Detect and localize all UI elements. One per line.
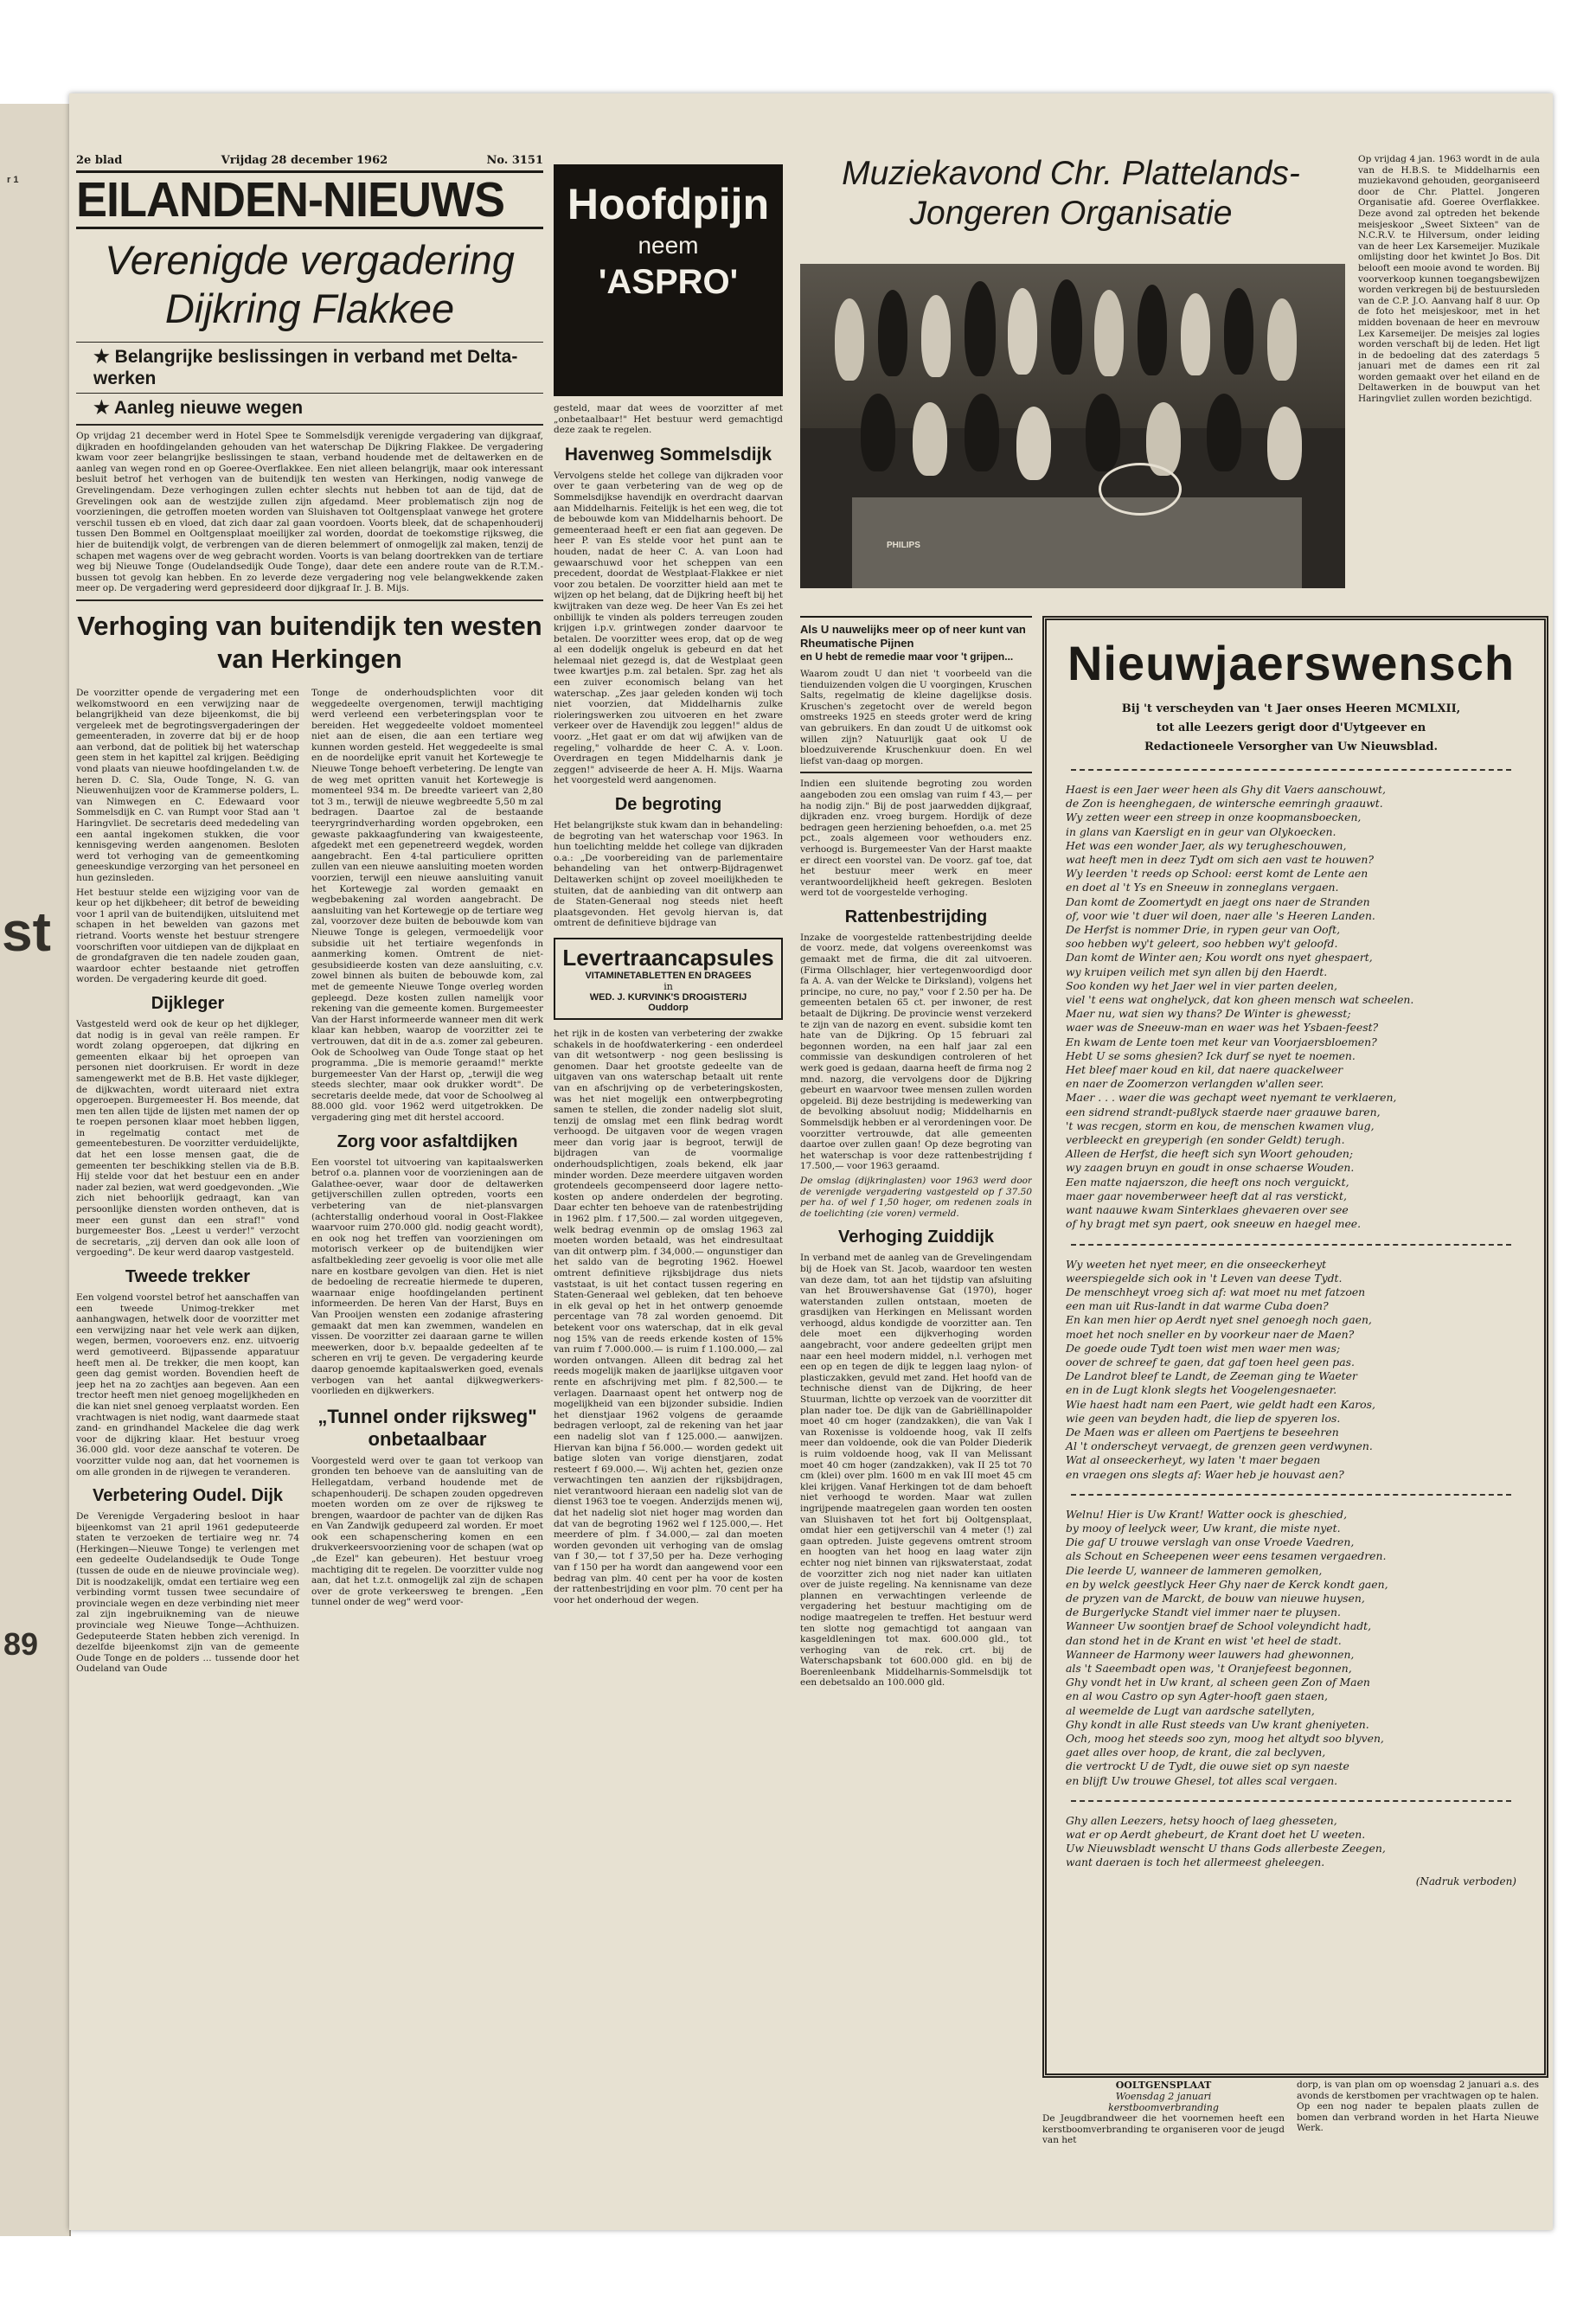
ad-text: WED. J. KURVINK'S DROGISTERIJ (589, 991, 747, 1003)
ad-text: Ouddorp (648, 1002, 689, 1013)
article-paragraph: Indien een sluitende begroting zou worden aangeboden zou een omslag van ruim f 43,— per ha nodig zijn." Bij de post jaarwedden dijkgraaf, dijkraden enz. vroeg burgem. Hordijk of deze bedragen geen herziening behoefden, o.a. met 25 pct., zoals algemeen voor wethouders enz. verhoogd is. Burgemeester Van der Harst maakte er direct een voorstel van. De voorz. gaf toe, dat het bestuur meer werk en meer verantwoordelijkheid heeft gekregen. Besloten werd tot de voorgestelde verhoging. (800, 779, 1032, 899)
article-note: De omslag (dijkringlasten) voor 1963 werd door de verenigde vergadering vastgesteld op f 37.50 per ha. of wel f 1,50 hoger, om redenen zoals in de toelichting (zie voren) vermeld. (800, 1175, 1032, 1219)
wish-credit: (Nadruk verboden) (1415, 1875, 1516, 1888)
lead-paragraph: Op vrijdag 21 december werd in Hotel Spee te Sommelsdijk verenigde vergadering van dijkgraaf, dijkraden en hoofdingelanden gehouden van het waterschap De Dijkring Flakkee. De vergadering kwam voor zeer belangrijke beslissingen te staan, verband houdende met de deltawerken en de aanleg van wegen rond en op Goeree-Overflakkee. Een niet alleen belangrijk, maar ook interessant besluit betrof het verhogen van de buitendijk ten westen van Herkingen, nodig vanwege de Grevelingendam. Deze verhogingen zullen echter slechts nut hebben tot aan de tijd, dat de Grevelingen ook aan de westzijde zullen zijn afgedamd. Meer problematisch zijn nog de voorzieningen, die getroffen moeten worden van Sluishaven tot Ooltgensplaat vanwege het grotere verschil tussen eb en vloed, dat zich daar zal gaan voordoen. Voorts bleek, dat de schapenhouderij tussen Den Bommel en Ooltgensplaat moeilijker zal worden, doordat de toekomstige rijksweg, die hier de buitendijk volgt, de verbrengen van de dieren belemmert of onmogelijk zal maken, tenzij de schapen met wagens over de weg gebracht worden. Voorts is van belang doortrekken van de tertiare weg bij Nieuwe Tonge (Oudelandsedijk Oude Tonge), daar dete een andere route van de R.T.M.-bussen tot gevolg kan hebben. En zo leverde deze vergadering nog vele belangwekkende zaken meer op. De vergadering werd gepresideerd door dijkgraaf Ir. J. B. Mijs. (76, 431, 543, 594)
issue-number: No. 3151 (486, 154, 543, 167)
article-paragraph: het rijk in de kosten van verbetering der zwakke schakels in de hoofdwaterkering - een onderdeel van dit wetsontwerp - nog geen beslissing is genomen. Daar het grootste gedeelte van de uitgaven van ons waterschap betaalt uit rente van en afschrijving op de verbeteringskosten, was het niet mogelijk een ontwerpbegroting samen te stellen, die zonder nadelig slot sluit, tenzij de omslag met een flink bedrag wordt verhoogd. De uitgaven voor de wegen vragen meer dan vorig jaar is begroot, terwijl de bijdragen van de voormalige onderhoudsplichtigen, zoals bekend, elk jaar minder worden. Deze meerdere uitgaven worden grotendeels gecompenseerd door lagere netto-kosten op andere onderdelen der begroting. Daar echter ten behoeve van de ratenbestrijding in 1962 plm. f 17,500.— zal worden uitgegeven, welk bedrag evenmin op de omslag 1963 zal moeten worden betaald, was het eindresultaat van dit ontwerp plm. f 34,000.— ongunstiger dan het saldo van de begroting 1962. Hoewel omtrent definitieve rijksbijdrage dus niets vaststaat, is uit het contact tussen regering en Staten-Generaal wel gebleken, dat ten behoeve in elk geval op het in het ontwerp genoemde percentage van 78 zal worden genoemd. Dit betekent voor ons waterschap, dat in elk geval nog 15% van de reeds erkende kosten of 15% van ruim f 7.000.000.— is ruim f 1.100.000,— zal worden ontvangen. Alleen dit bedrag zal het reeds mogelijk maken de jaarlijkse uitgaven voor rente en afschrijving met plm. f 82,500.— te verlagen. Daarnaast opent het ontwerp nog de mogelijkheid van een bijzonder subsidie. Indien het dienstjaar 1962 volgens de geraamde bedragen verloopt, zal de rekening van het jaar een nadelig slot van f 125.000.— aanwijzen. Hiervan kan bijna f 56.000.— worden gedekt uit batige sloten van vorige dienstjaren, zodat resteert f 69.000.—. Wij achten het, gezien onze verwachtingen ten aanzien der rijksbijdragen, niet verantwoord hieraan een nadelig slot van de dienst 1963 toe te voegen. Anderzijds menen wij, dat het nadelig slot niet hoger mag worden dan dat van de begroting 1962 wel f 125.000,—. Het meerdere of plm. f 34.000,— zal dan moeten worden gevonden uit verhoging van de omslag van f 30,— tot f 37,50 per ha. Deze verhoging van f 150 per ha wordt dan aangewend voor een bedrag van plm. 40 cent per ha voor de kosten der rattenbestrijding en voor plm. 70 cent per ha voor het onderhoud der wegen. (554, 1028, 783, 1606)
subheading: Verbetering Oudel. Dijk (92, 1486, 284, 1506)
subheading: „Tunnel onder rijksweg" onbetaalbaar (317, 1405, 537, 1450)
kruschen-ad-subheading: en U hebt de remedie maar voor 't grijpen... (800, 651, 1014, 663)
article-paragraph: gesteld, maar dat wees de voorzitter af met „onbetaalbaar!" Het bestuur werd gemachtigd deze zaak te regelen. (554, 403, 783, 436)
column-3 (554, 164, 783, 2223)
second-headline: Verhoging van buitendijk ten westen van Herkingen (77, 610, 542, 674)
article-paragraph: Een volgend voorstel betrof het aanschaffen van een tweede Unimog-trekker met aanhangwagen, hetwelk door de voorzitter met een verwijzing naar het vele werk aan dijken, wegen, bermen, vooroevers enz. enz. uitvoerig werd gemotiveerd. Bijpassende apparatuur heeft men al. De trekker, die men koopt, kan geen dag gemist worden. Bovendien heeft de jeep het na zo zachtjes aan begeven. Aan een trector heeft men niet genoeg mogelijkheden en die kan niet snel genoeg verplaatst worden. Een vrachtwagen is niet nodig, want daarmede staat zand- en grindhandel Mackelee die dag werk voor de dijkring klaar. Het bestuur vroeg 36.000 gld. voor deze aanschaf te voteren. De voorzitter vulde nog aan, dat het voornemen is om alle gronden in de rijwegen te veranderen. (76, 1292, 300, 1477)
ad-text: neem (638, 232, 699, 259)
kruschen-ad-heading: Als U nauwelijks meer op of neer kunt van Rheumatische Pijnen (800, 616, 1032, 651)
prev-page-fragment: r 1 (7, 175, 19, 185)
wish-poem-stanza: Wy weeten het nyet meer, en die onseeckerheyt weerspiegelde sich ook in 't Leven van deese Tydt. De menschheyt vroeg sich af: wat moet nu met fatzoen een man uit Rus-landt in dat warme Cuba doen? En kan men hier op Aerdt nyet snel genoegh noch gaen, moet het noch sneller en by voorkeur naer de Maen? De goede oude Tydt toen wist men waer men was; oover de schreef te gaen, dat gaf toen heel geen pas. De Landrot bleef te Landt, de Zeeman ging te Waeter en in de Lugt klonk slegts het Voogelengesnaeter. Wie haest hadt nam een Paert, wie geldt hadt een Karos, wie geen van beyden hadt, die liep de spyeren los. De Maen was er alleen om Paertjens te beseehren Al 't onderscheyt vervaegt, de grenzen geen verdwynen. Wat al onseeckerheyt, wy laten 't maer begaen en vraegen ons slegts af: Waer heb je houvast aen? (1066, 1257, 1375, 1481)
issue-date: Vrijdag 28 december 1962 (221, 154, 388, 167)
music-evening-headline: Muziekavond Chr. Plattelands-Jongeren Organisatie (842, 155, 1300, 232)
article-column (76, 688, 299, 1678)
article-paragraph: De Jeugdbrandweer die het voornemen heeft een kerstboomverbranding te organiseren voor de jeugd van het (1042, 2113, 1285, 2146)
lead-kicker-2: ★ Aanleg nieuwe wegen (76, 393, 543, 426)
article-columns (76, 688, 543, 1678)
wish-poem-stanza: Ghy allen Leezers, hetsy hooch of laeg ghesseten, wat er op Aerdt ghebeurt, de Krant doet het U weeten. Uw Nieuwsbladt wenscht U thans Gods allerbeste Zeegen, want daeraen is toch het allermeest gheleegen. (1066, 1813, 1386, 1869)
article-paragraph: De voorzitter opende de vergadering met een welkomstwoord en een verwijzing naar de belangrijkheid van deze bijeenkomst, die bij vergeleek met de begrotingsvergaderingen der gemeenteraden, in zoverre dat bij er de hoop aan verbond, dat de politiek bij het waterschap geen stem in het kapittel zal krijgen. Beëdiging vond plaats van nieuwe hoofdingelanden t.w. de heren D. C. Sla, Oude Tonge, N. G. van Nieuwenhuijzen voor de Krammerse polders, L. van Nimwegen en C. Edewaard voor Sommelsdijk en C. van Rumpt voor Stad aan 't Haringvliet. De secretaris deed mededeling van een aantal ingekomen stukken, die voor kennisgeving werden aangenomen. Besloten werd tot verhoging van de gemeentkoming geneeskundige verzorging van het personeel en hun gezinsleden. (76, 687, 299, 883)
choir-photo (800, 264, 1345, 588)
ooltgensplaat-note (1042, 2080, 1540, 2218)
drugstore-advertisement (554, 938, 783, 1020)
star-icon: ★ (93, 347, 115, 367)
article-paragraph: Een voorstel tot uitvoering van kapitaalswerken betrof o.a. plannen voor de voorzieningen aan de Galathee-oever, waar door de deltawerken getijverschillen zullen optreden, voorts een verbetering van de niet-plansvargen (achterstallig onderhoud vooral in Oost-Flakkee waarvoor ruim 270.000 gld. nodig geacht wordt), en ook nog het treffen van voorzieningen om motorisch verkeer op de buitendijken wier asfaltbekleding zeer gevoelig is voor olie met alle nare en kostbare gevolgen van dien. Het is niet de bedoeling de recreatie hiermede te duperen, waarnaar enige hoofdingelanden pertinent informeerden. De heren Van der Harst, Buys en Van Prooijen wensten een zodanige afrastering gemaakt dat men kan zwemmen, wandelen en vissen. De voorzitter zei daaraan garne te willen meewerken, door b.v. bepaalde gedeelten af te scheren en vrij te geven. De vergadering keurde daarop genoemde kapitaalswerken goed, evenals verbogen van het aantal dijkwegwerkers-voorlieden en dijkwerkers. (311, 1157, 543, 1397)
article-paragraph: In verband met de aanleg van de Grevelingendam bij de Hoek van St. Jacob, waardoor ten westen van deze dam, tot aan het tijdstip van afsluiting van het Brouwershavense Gat (1970), hoger waterstanden zullen ontstaan, moeten de grasdijken van Herkingen en Melissant worden verhoogd, aldus kondigde de voorzitter aan. Ten dele moet een dijkverhoging worden aangebracht, voor andere gedeelten grijpt men naar een heel modern middel, n.l. verhogen met een op en tegen de dijk te leggen laag nylon- of plasticzakken, gevuld met zand. Het hoofd van de technische dienst van de Dijkring, de heer Stuurman, lichtte op verzoek van de voorzitter dit plan nader toe. De dijk van de Gabriëllinapolder moet 40 cm hoger (zandzakken), die van Vak I van Roxenisse is voldoende hoog, vak II zelfs meer dan voldoende, ook die van Polder Diederik is ruim voldoende hoog, vak II van Melissant moet 40 cm hoger (zandzakken), vak II 25 tot 70 cm (klei) over plm. 1600 m en vak III moet 45 cm klei krijgen. Vanaf Herkingen tot de dam behoeft niet verhoogd te worden. Maar wat zullen ingrijpende maatregelen gaan worden ten oosten van Sluishaven tot het fort bij Ooltgensplaat, omdat hier een getijverschil van 4 meter (!) zal gaan optreden. Juiste gegevens omtrent stroom en hoogten van het hoog en laag water zijn echter nog niet binnen van rijkswaterstaat, zodat de voorzitter zich nog niet nader kan uitlaten over de juiste regeling. Na kennisname van deze plannen en verwachtingen verleende de vergadering het bestuur machtiging om de nodige maatregelen te treffen. Het bestuur werd ten slotte nog gemachtigd tot aangaan van kasgeldleningen tot max. 600.000 gld., tot verhoging van de rek. crt. bij de Waterschapsbank tot 600.000 gld. en bij de Boerenleenbank Middelharnis-Sommelsdijk tot een debetsaldo an 100.000 gld. (800, 1253, 1032, 1689)
star-icon: ★ (93, 398, 114, 418)
article-paragraph: Het bestuur stelde een wijziging voor van de keur op het dijkbeheer; dit betrof de beweiding voor 1 april van de buitendijken, uitsluitend met schapen in het bewelden van gazons met rietrand. Voorts wenste het bestuur strengere voorschriften voor uitdiepen van de dijkplaat en de grondafgraven die ten nadele zouden gaan, waardoor echter bestaande niet getroffen worden. De vergadering keurde dit goed. (76, 887, 299, 985)
column-4 (800, 616, 1032, 2225)
prev-page-fragment: 89 (3, 1626, 39, 1662)
note-subject: kerstboomverbranding (1108, 2102, 1219, 2113)
note-date: Woensdag 2 januari (1115, 2091, 1212, 2102)
wish-poem-stanza: Haest is een Jaer weer heen als Ghy dit Vaers aanschouwt, de Zon is heenghegaen, de wintersche eemringh graauwt. Wy zetten weer een streep in onze koopmansboecken, in glans van Kaersligt en in geur van Olykoecken. Het was een wonder Jaer, als wy terugheschouwen, wat heeft men in deez Tydt om sich aen vast te houwen? Wy leerden 't reeds op School: eerst komt de Lente aen en doet al 't Ys en Sneeuw in zonneglans vergaen. Dan komt de Zoomertydt en jaegt ons naer de Stranden of, voor wie 't duer wil doen, naer alle 's Heeren Landen. De Herfst is nommer Drie, in rypen geur van Ooft, soo hebben wy't geleert, soo hebben wy't geloofd. Dan komt de Winter aen; Kou wordt ons nyet ghespaert, wy kruipen veilich met syn allen bij den Haerdt. Soo konden wy het Jaer wel in vier parten deelen, viel 't eens wat onghelyck, dat kon gheen mensch wat scheelen. Maer nu, wat sien wy thans? De Winter is ghewesst; waer was de Sneeuw-man en waer was het Ysbaen-feest? En kwam de Lente toen met keur van Voorjaersbloemen? Hebt U se soms ghesien? Ick durf se nyet te noemen. Het bleef maer koud en kil, dat naere quackelweer en naer de Zoomerzon verlangden w'allen seer. Maer . . . waer die was gechapt weet nyemant te verklaeren, een sidrend strandt-pu8lyck staerde naer graauwe baren, 't was recgen, storm en kou, de menschen kwamen vlug, verbleeckt en greyperigh (en sonder Geldt) terugh. Alleen de Herfst, die heeft sich syn Woort gehouden; wy zaagen bruyn en goudt in onse schaerse Wouden. Een matte najaerszon, die heeft ons noch verguickt, maer gaar novemberweer heeft dat al ras verstickt, want naauwe kwam Sinterklaes ghevaeren over see of hy bragt met syn paert, ook sneeuw en haegel mee. (1066, 783, 1414, 1231)
ad-title: Levertraancapsules (562, 944, 774, 971)
article-paragraph: Voorgesteld werd over te gaan tot verkoop van gronden ten behoeve van de aansluiting van de Hellegatdam, verband houdende met de schapenhouderij. De schapen zouden opgedreven moeten worden om ze over de rijksweg te brengen, waardoor de pachter van de dijken Ras en Van Zandwijk gedupeerd zal worden. Er moet ook een schapenschering komen en een drukverkeersvoorziening voor de schapen (wat op „de Ezel" kan gebeuren). Het bestuur vroeg machtiging dit te regelen. De voorzitter vulde nog aan, dat het t.z.t. onmogelijk zal zijn de schapen over de grote verkeersweg te brengen. „Een tunnel onder de weg" werd voor- (311, 1455, 543, 1608)
ad-text: in (663, 980, 673, 992)
article-paragraph: Waarom zoudt U dan niet 't voorbeeld van die tienduizenden volgen die U voorgingen, Kruschen Salts, regelmatig de kleine dagelijkse dosis. Kruschen's zegetocht over de wereld begon omstreeks 1925 en steeds groter werd de kring van gebruikers. En dan zoudt U de uitkomst ook willen zijn? Natuurlijk gaat ook U de bloedzuiverende Kruschenkuur doen. En wel liefst van-daag op morgen. (800, 669, 1032, 766)
subheading: Rattenbestrijding (844, 907, 988, 926)
photo-caption: PHILIPS (887, 541, 920, 550)
aspro-advertisement (554, 164, 783, 396)
subheading: Tweede trekker (125, 1267, 251, 1286)
ad-title: Hoofdpijn (567, 180, 770, 228)
ad-text: VITAMINETABLETTEN EN DRAGEES (585, 970, 752, 981)
article-paragraph: De Verenigde Vergadering besloot in haar bijeenkomst van 21 april 1961 gedeputeerde staten te verzoeken de tertiaire weg nr. 74 (Herkingen—Nieuwe Tonge) te verlengen met een gedeelte Oudelandsedijk te Oude Tonge (tussen de oude en de nieuwe provinciale weg). Dit is noodzakelijk, omdat een tertiaire weg een verbinding vormt tussen twee secundaire of provinciale wegen en deze verbinding niet meer zal zijn ingebruikneming van de nieuwe provinciale weg Nieuwe Tonge—Achthuizen. Gedeputeerde Staten hebben zich verenigd. In dezelfde bijeenkomst zijn van de gemeente Oude Tonge en de polders ... tussende door het Oudeland van Oude (76, 1511, 299, 1675)
article-paragraph: Tonge de onderhoudsplichten voor dit weggedeelte overgenomen, terwijl machtiging werd verleend een verbeteringsplan voor te bereiden. Het weggedeelte voldoet momenteel niet aan de eisen, die aan een tertiare weg kunnen worden gesteld. Het weggedeelte is smal en de noordelijke eprit vanuit het Kortewegje te Nieuwe Tonge behoeft verbetering. De lengte van de weg met opritten vanuit het Kortewegje is momenteel 934 m. De breedte varieert van 2,80 tot 3 m., terwijl de nieuwe wegbreedte 5,50 m zal bedragen. Daartoe zal de bestaande teeryrgrindverharding worden opgebroken, een gewaste pakkaagfundering van kwaigesteente, afgedekt met een gepenetreerd wegdek, worden aangebracht. Een 4-tal particuliere opritten zullen van een nieuwe aansluiting moeten worden voorzien, terwijl een nieuwe aansluiting vanuit het Kortewegje zal worden gemaakt en wegbebakening zal worden aangebracht. De aansluiting van het Kortewegje op de tertiare weg zal, voorzover deze buiten de bebouwde kom van Nieuwe Tonge is gelegen, vermoedelijk voor subsidie uit het tertiaire wegenfonds in aanmerking komen. Omtrent de niet-gesubsidieerde kosten van deze aansluiting, c.v. zowel binnen als buiten de bebouwde kom, zal met de gemeente Nieuwe Tonge overleg worden gepleegd. Deze kosten zullen namelijk voor rekening van die gemeente komen. Burgemeester Van der Harst informeerde wanneer men dit werk klaar kan hebben, waarop de voorzitter zei te vertrouwen, dat dit in de a.s. zomer zal gebeuren. Ook de Schoolweg van Oude Tonge staat op het programma. „Die is memorie geraamd!" merkte burgemeester Van der Harst op, „terwijl die weg steeds slechter, maar ook drukker wordt". De secretaris deelde mede, dat voor de Schoolweg al 88.000 gld. voor 1962 werd uitgetrokken. De vergadering ging met dit herstel accoord. (311, 687, 543, 1124)
subheading: De begroting (614, 795, 722, 814)
article-column (311, 688, 543, 1678)
note-place: OOLTGENSPLAAT (1115, 2080, 1212, 2091)
masthead-dateline (76, 154, 543, 167)
wish-title: Nieuwjaerswensch (1067, 636, 1516, 690)
ad-brand: 'ASPRO' (598, 263, 739, 301)
lead-kicker-1: ★ Belangrijke beslissingen in verband met Delta-werken (76, 342, 543, 393)
subheading: Verhoging Zuiddijk (838, 1227, 994, 1247)
wish-dedication: Bij 't verscheyden van 't Jaer onses Heeren MCMLXII, tot alle Leezers gerigt door d'Uytgeever en Redactioneele Versorgher van Uw Nieuwsblad. (1121, 702, 1461, 753)
music-evening-note: Op vrijdag 4 jan. 1963 wordt in de aula van de H.B.S. te Middelharnis een muziekavond gehouden, georganiseerd door de Chr. Plattel. Jongeren Organisatie afd. Goeree Overflakkee. Deze avond zal optreden het bekende meisjeskoor „Sweet Sixteen" van de N.C.R.V. te Hilversum, onder leiding van de heer Lex Karsemeijer. Muzikale omlijsting door het kwintet Jo Bos. Dit belooft een mooie avond te worden. Bij voorverkoop kunnen toegangsbewijzen worden verkregen bij de bestuursleden van de C.P. J.O. Aanvang half 8 uur. Op de foto het meisjeskoor, met in het midden bovenaan de heer en mevrouw Lex Karsemeijer. De meisjes zal logies worden verschaft bij de leden. Het ligt in de bedoeling dat des zaterdags 5 januari met de dames een rit zal worden gemaakt over het eiland en de Deltawerken in de bouwput van het Haringvliet zullen worden bezichtigd. (1358, 154, 1540, 405)
new-year-wish-box (1042, 616, 1548, 2078)
page-label: 2e blad (76, 154, 123, 167)
column-1 (76, 154, 543, 2221)
article-paragraph: Vervolgens stelde het college van dijkraden voor over te gaan verbetering van de weg op de Sommelsdijkse havendijk en overdracht daarvan aan Middelharnis. Feitelijk is het een weg, die tot de bebouwde kom van Middelharnis behoort. De gemeenteraad heeft er een fiat aan gegeven. De heer P. van Es stelde voor het punt aan te houden, nadat de heer C. A. van Loon had gewaarschuwd voor het scheppen van een precedent, doordat de Westplaat-Flakkee er niet voor zou betalen. De voorzitter hield aan met te wijzen op het belang, dat de Dijkring heeft bij het kwijtraken van deze weg. De heer Van Es zei het onbillijk te vinden als polders terreugen zouden krijgen i.p.v. grintwegen zonder daarvoor te betalen. De voorzitter wees erop, dat op de weg al een dodelijk ongeluk is gebeurd en dat het helemaal niet gezegd is, dat de Westplaat geen twee kwartjes p.m. zal betalen. Spr. zag het als een zuiver economisch belang van het waterschap. „Zes jaar geleden konden wij toch niet voorzien, dat Middelharnis zulke rioleringswerken zou uitvoeren en het zware verkeer over de Havendijk zou leggen!" aldus de voorz. „Het gaat er om dat wij afwijken van de regeling," volhardde de heer C. A. v. Loon. Overdragen en tegen Middelharnis dank je zeggen!" adviseerde de heer A. H. Mijs. Waarna het voorgesteld werd aangenomen. (554, 470, 783, 786)
lead-headline: Verenigde vergadering Dijkring Flakkee (105, 237, 515, 331)
wish-poem-stanza: Welnu! Hier is Uw Krant! Watter oock is gheschied, by mooy of leelyck weer, Uw krant, die miste nyet. Die gaf U trouwe verslagh van onse Vroede Vaedren, als Schout en Scheepenen weer eens tesamen vergaedren. Die leerde U, wanneer de lammeren gemolken, en by welck geestlyck Heer Ghy naer de Kerck kondt gaen, de pryzen van de Marckt, de bouw van nieuwe huysen, de Burgerlycke Standt viel immer naer te pluysen. Wanneer Uw soontjen braef de School voleyndicht hadt, dan stond het in de Krant en wist 'et heel de stadt. Wanneer de Harmony weer lauwers had ghewonnen, als 't Saeembadt open was, 't Oranjefeest begonnen, Ghy vondt het in Uw krant, al scheen geen Zon of Maen en al wou Castro op syn Agter-hooft gaen staen, al weemelde de Lugt van aardsche satellyten, Ghy kondt in alle Rust steeds van Uw krant gheniyeten. Och, moog het steeds soo zyn, moog het altydt soo blyven, gaet alles over hoop, de krant, die zal beclyven, die vertrockt U de Tydt, die ouwe siet op syn naeste en blijft Uw trouwe Ghesel, tot alles scal vergaen. (1066, 1507, 1388, 1787)
article-paragraph: Inzake de voorgestelde rattenbestrijding deelde de voorz. mede, dat volgens overeenkomst was gemaakt met de firma, die dit zal uitvoeren. (Firma Ollschlager, hier vertegenwoordigd door fa A. A. van der Welcke te Dirksland), volgens het principe, no cure, no pay," voor f 2.50 per ha. De gemeenten betalen 65 ct. per inwoner, de rest betaalt de Dijkring. De provincie wenst verzekerd te zijn van de nazorg en event. subsidie komt ten hate van de Dijkring. Op 15 februari zal begonnen worden, na een half jaar zal een commissie van deskundigen controleren of het werk goed is gedaan, daarna heeft de firma nog 2 mnd. nazorg, die vervolgens door de Dijkring gebeurt en waarvoor twee mensen zullen worden opgeleid. Bij deze bestrijding is medewerking van de bevolking absoluut nodig; Middelharnis en Sommelsdijk hebben er al verordeningen voor. De voorzitter vertrouwde, dat alle gemeenten daartoe over zullen gaan! Op deze begroting van het waterschap is voor deze rattenbestrijding f 17.500,— voor 1963 geraamd. (800, 932, 1032, 1172)
previous-page-edge (0, 104, 71, 2236)
subheading: Dijkleger (151, 993, 225, 1013)
masthead-title: EILANDEN-NIEUWS (76, 172, 504, 228)
article-paragraph: Het belangrijkste stuk kwam dan in behandeling: de begroting van het waterschap voor 1963. In hun toelichting meldde het college van dijkraden o.a.: „De voorbereiding van de parlementaire behandeling van het ontwerp-Bijdragenwet Deltawerken schijnt op zoveel moeilijkheden te stuiten, dat de aanbieding van dit ontwerp aan de Staten-Generaal nog steeds niet heeft plaatsgevonden. Het gevolg hiervan is, dat omtrent de definitieve bijdrage van (554, 820, 783, 929)
article-paragraph: Vastgesteld werd ook de keur op het dijkleger, dat nodig is in geval van reële rampen. Er wordt zolang opgeroepen, dat dijkring en gemeenten elkaar bij het oproepen van personen niet doorkruisen. Er wordt in deze samengewerkt met de B.B. Het vaste dijkleger, de dijkwachten, wordt uiteraard niet extra opgeroepen. Burgemeester H. Bos meende, dat men ten allen tijde de lijsten met namen der op te roepen personen klaar moet hebben liggen, in regelmatig contact met de gemeentebesturen. De voorzitter verduidelijkte, dat het een losse mensen gaat, die de gemeenten ter beschikking stellen via de B.B. Hij stelde voor dat het bestuur een en ander nader zal bezien, wat werd goedgevonden. „Wie zich niet behoorlijk gedraagt, kan van persoonlijke diensten worden ontheven, dat is meer een gunst dan een straf!" vond burgemeester Bos. „Leest u verder!" verzocht de secretaris, „zij derven dan ook alle loon of vergoeding". De keur werd daarop vastgesteld. (76, 1018, 299, 1259)
subheading: Zorg voor asfaltdijken (337, 1131, 518, 1151)
article-paragraph: dorp, is van plan om op woensdag 2 januari a.s. des avonds de kerstbomen per vrachtwagen op te halen. Op een nog nader te bepalen plaats zullen de bomen dan verbrand worden in het Harta Nieuwe Werk. (1297, 2080, 1540, 2134)
prev-page-fragment: st (2, 901, 51, 963)
subheading: Havenweg Sommelsdijk (564, 444, 772, 465)
